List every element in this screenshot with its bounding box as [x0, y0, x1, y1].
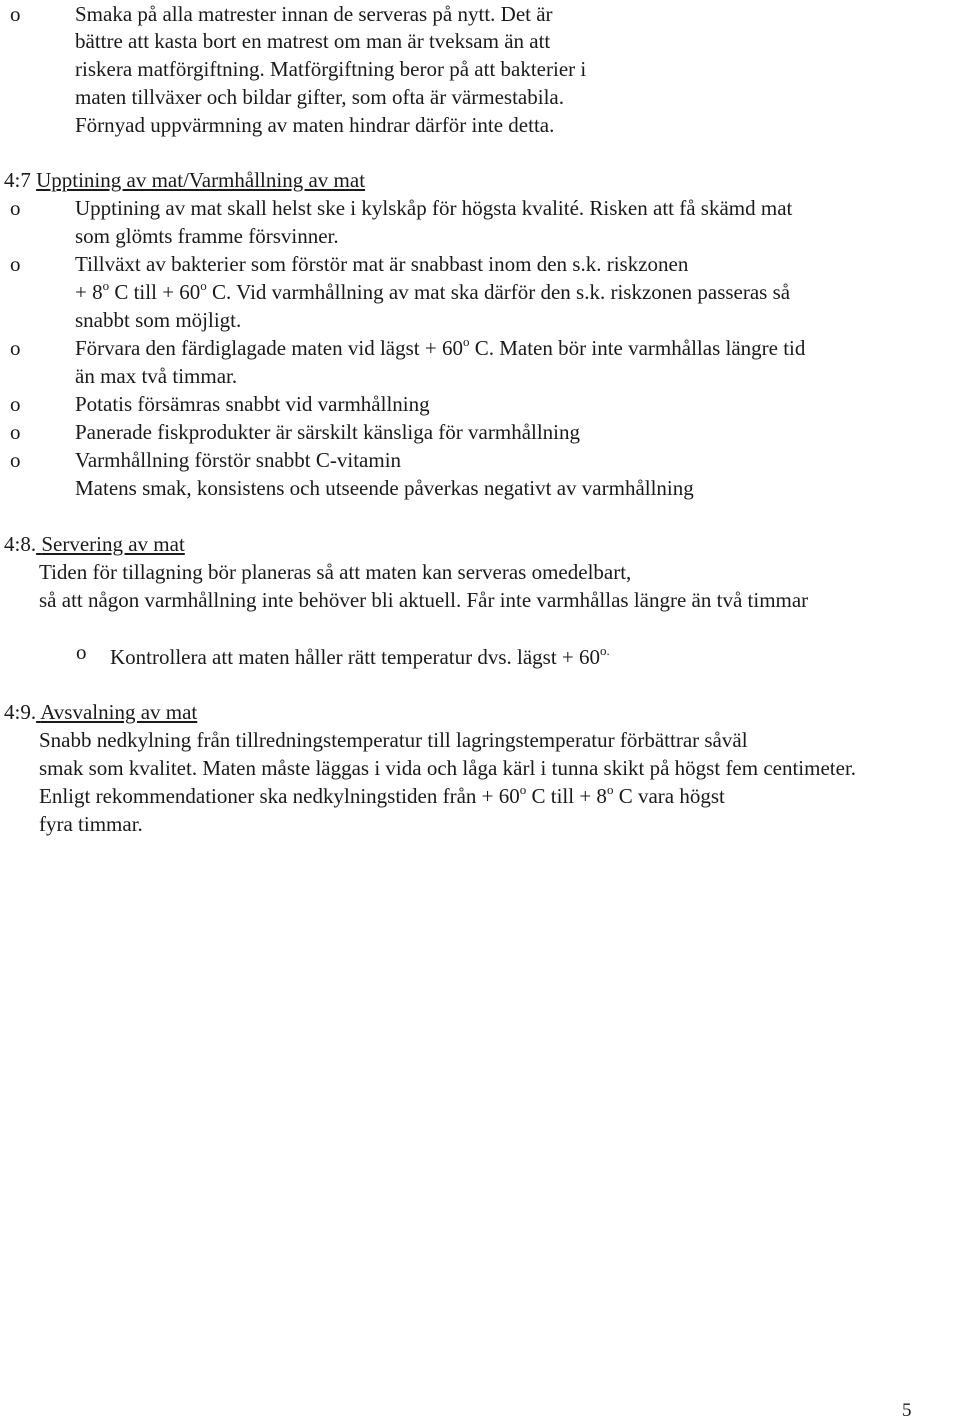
cooling-line-2: smak som kvalitet. Maten måste läggas i vida och låga kärl i tunna skikt på högst fem centimeter.: [39, 756, 857, 780]
degree-sign: o.: [600, 643, 610, 658]
text-run: C till + 8: [526, 784, 607, 808]
intro-line-3: riskera matförgiftning. Matförgiftning beror på att bakterier i: [75, 57, 587, 81]
bullet-bacteria-line-3: snabbt som möjligt.: [75, 308, 242, 332]
list-bullet: o: [10, 252, 21, 276]
intro-line-1: Smaka på alla matrester innan de serveras på nytt. Det är: [75, 2, 553, 26]
section-title-text: Servering av mat: [41, 532, 185, 556]
serving-check-temperature: [110, 643, 610, 671]
section-heading-4-7: [4, 166, 365, 194]
bullet-bacteria-line-1: Tillväxt av bakterier som förstör mat är snabbast inom den s.k. riskzonen: [75, 252, 689, 276]
bullet-fish-products: Panerade fiskprodukter är särskilt känsliga för varmhållning: [75, 420, 581, 444]
section-number: 4:8.: [4, 532, 37, 556]
degree-sign: o: [200, 278, 207, 293]
intro-line-5: Förnyad uppvärmning av maten hindrar därför inte detta.: [75, 113, 555, 137]
bullet-bacteria-line-2: [75, 278, 790, 306]
list-bullet: o: [10, 196, 21, 220]
degree-sign: o: [519, 782, 527, 797]
bullet-thawing-line-1: Upptining av mat skall helst ske i kylskåp för högsta kvalité. Risken att få skämd mat: [75, 196, 793, 220]
list-bullet: o: [10, 392, 21, 416]
text-run: C till + 60: [109, 280, 201, 304]
text-run: C. Maten bör inte varmhållas längre tid: [469, 336, 806, 360]
note-taste-texture: Matens smak, konsistens och utseende påverkas negativt av varmhållning: [75, 476, 694, 500]
section-title-text: Avsvalning av mat: [40, 700, 198, 724]
text-run: Förvara den färdiglagade maten vid lägst + 60: [75, 336, 463, 360]
degree-sign: o: [462, 334, 470, 349]
text-run: Kontrollera att maten håller rätt temperatur dvs. lägst + 60: [110, 645, 601, 669]
list-bullet: o: [10, 336, 21, 360]
intro-line-4: maten tillväxer och bildar gifter, som ofta är värmestabila.: [75, 85, 564, 109]
section-title: Upptining av mat/Varmhållning av mat: [36, 168, 366, 192]
degree-sign: o: [102, 278, 110, 293]
section-number: 4:9.: [4, 700, 37, 724]
bullet-storage-line-1: [75, 334, 805, 362]
cooling-line-3: [39, 782, 725, 810]
serving-line-1: Tiden för tillagning bör planeras så att maten kan serveras omedelbart,: [39, 560, 632, 584]
list-bullet: o: [76, 640, 87, 664]
text-run: + 8: [75, 280, 103, 304]
section-number: 4:7: [4, 168, 31, 192]
bullet-vitamin-c: Varmhållning förstör snabbt C-vitamin: [75, 448, 402, 472]
section-title: [36, 700, 197, 724]
list-bullet: o: [10, 420, 21, 444]
list-bullet: o: [10, 2, 21, 26]
text-run: Enligt rekommendationer ska nedkylningstiden från + 60: [39, 784, 520, 808]
section-heading-4-8: [4, 530, 185, 558]
bullet-thawing-line-2: som glömts framme försvinner.: [75, 224, 339, 248]
bullet-storage-line-2: än max två timmar.: [75, 364, 238, 388]
text-run: C vara högst: [613, 784, 725, 808]
cooling-line-4: fyra timmar.: [39, 812, 143, 836]
cooling-line-1: Snabb nedkylning från tillredningstemperatur till lagringstemperatur förbättrar såväl: [39, 728, 748, 752]
text-run: C. Vid varmhållning av mat ska därför den s.k. riskzonen passeras så: [206, 280, 791, 304]
bullet-potatoes: Potatis försämras snabbt vid varmhållning: [75, 392, 430, 416]
section-title: [36, 532, 185, 556]
section-heading-4-9: [4, 698, 197, 726]
serving-line-2: så att någon varmhållning inte behöver bli aktuell. Får inte varmhållas längre än två timmar: [39, 588, 809, 612]
degree-sign: o: [606, 782, 614, 797]
list-bullet: o: [10, 448, 21, 472]
page-number: 5: [902, 1400, 912, 1421]
intro-line-2: bättre att kasta bort en matrest om man är tveksam än att: [75, 29, 551, 53]
